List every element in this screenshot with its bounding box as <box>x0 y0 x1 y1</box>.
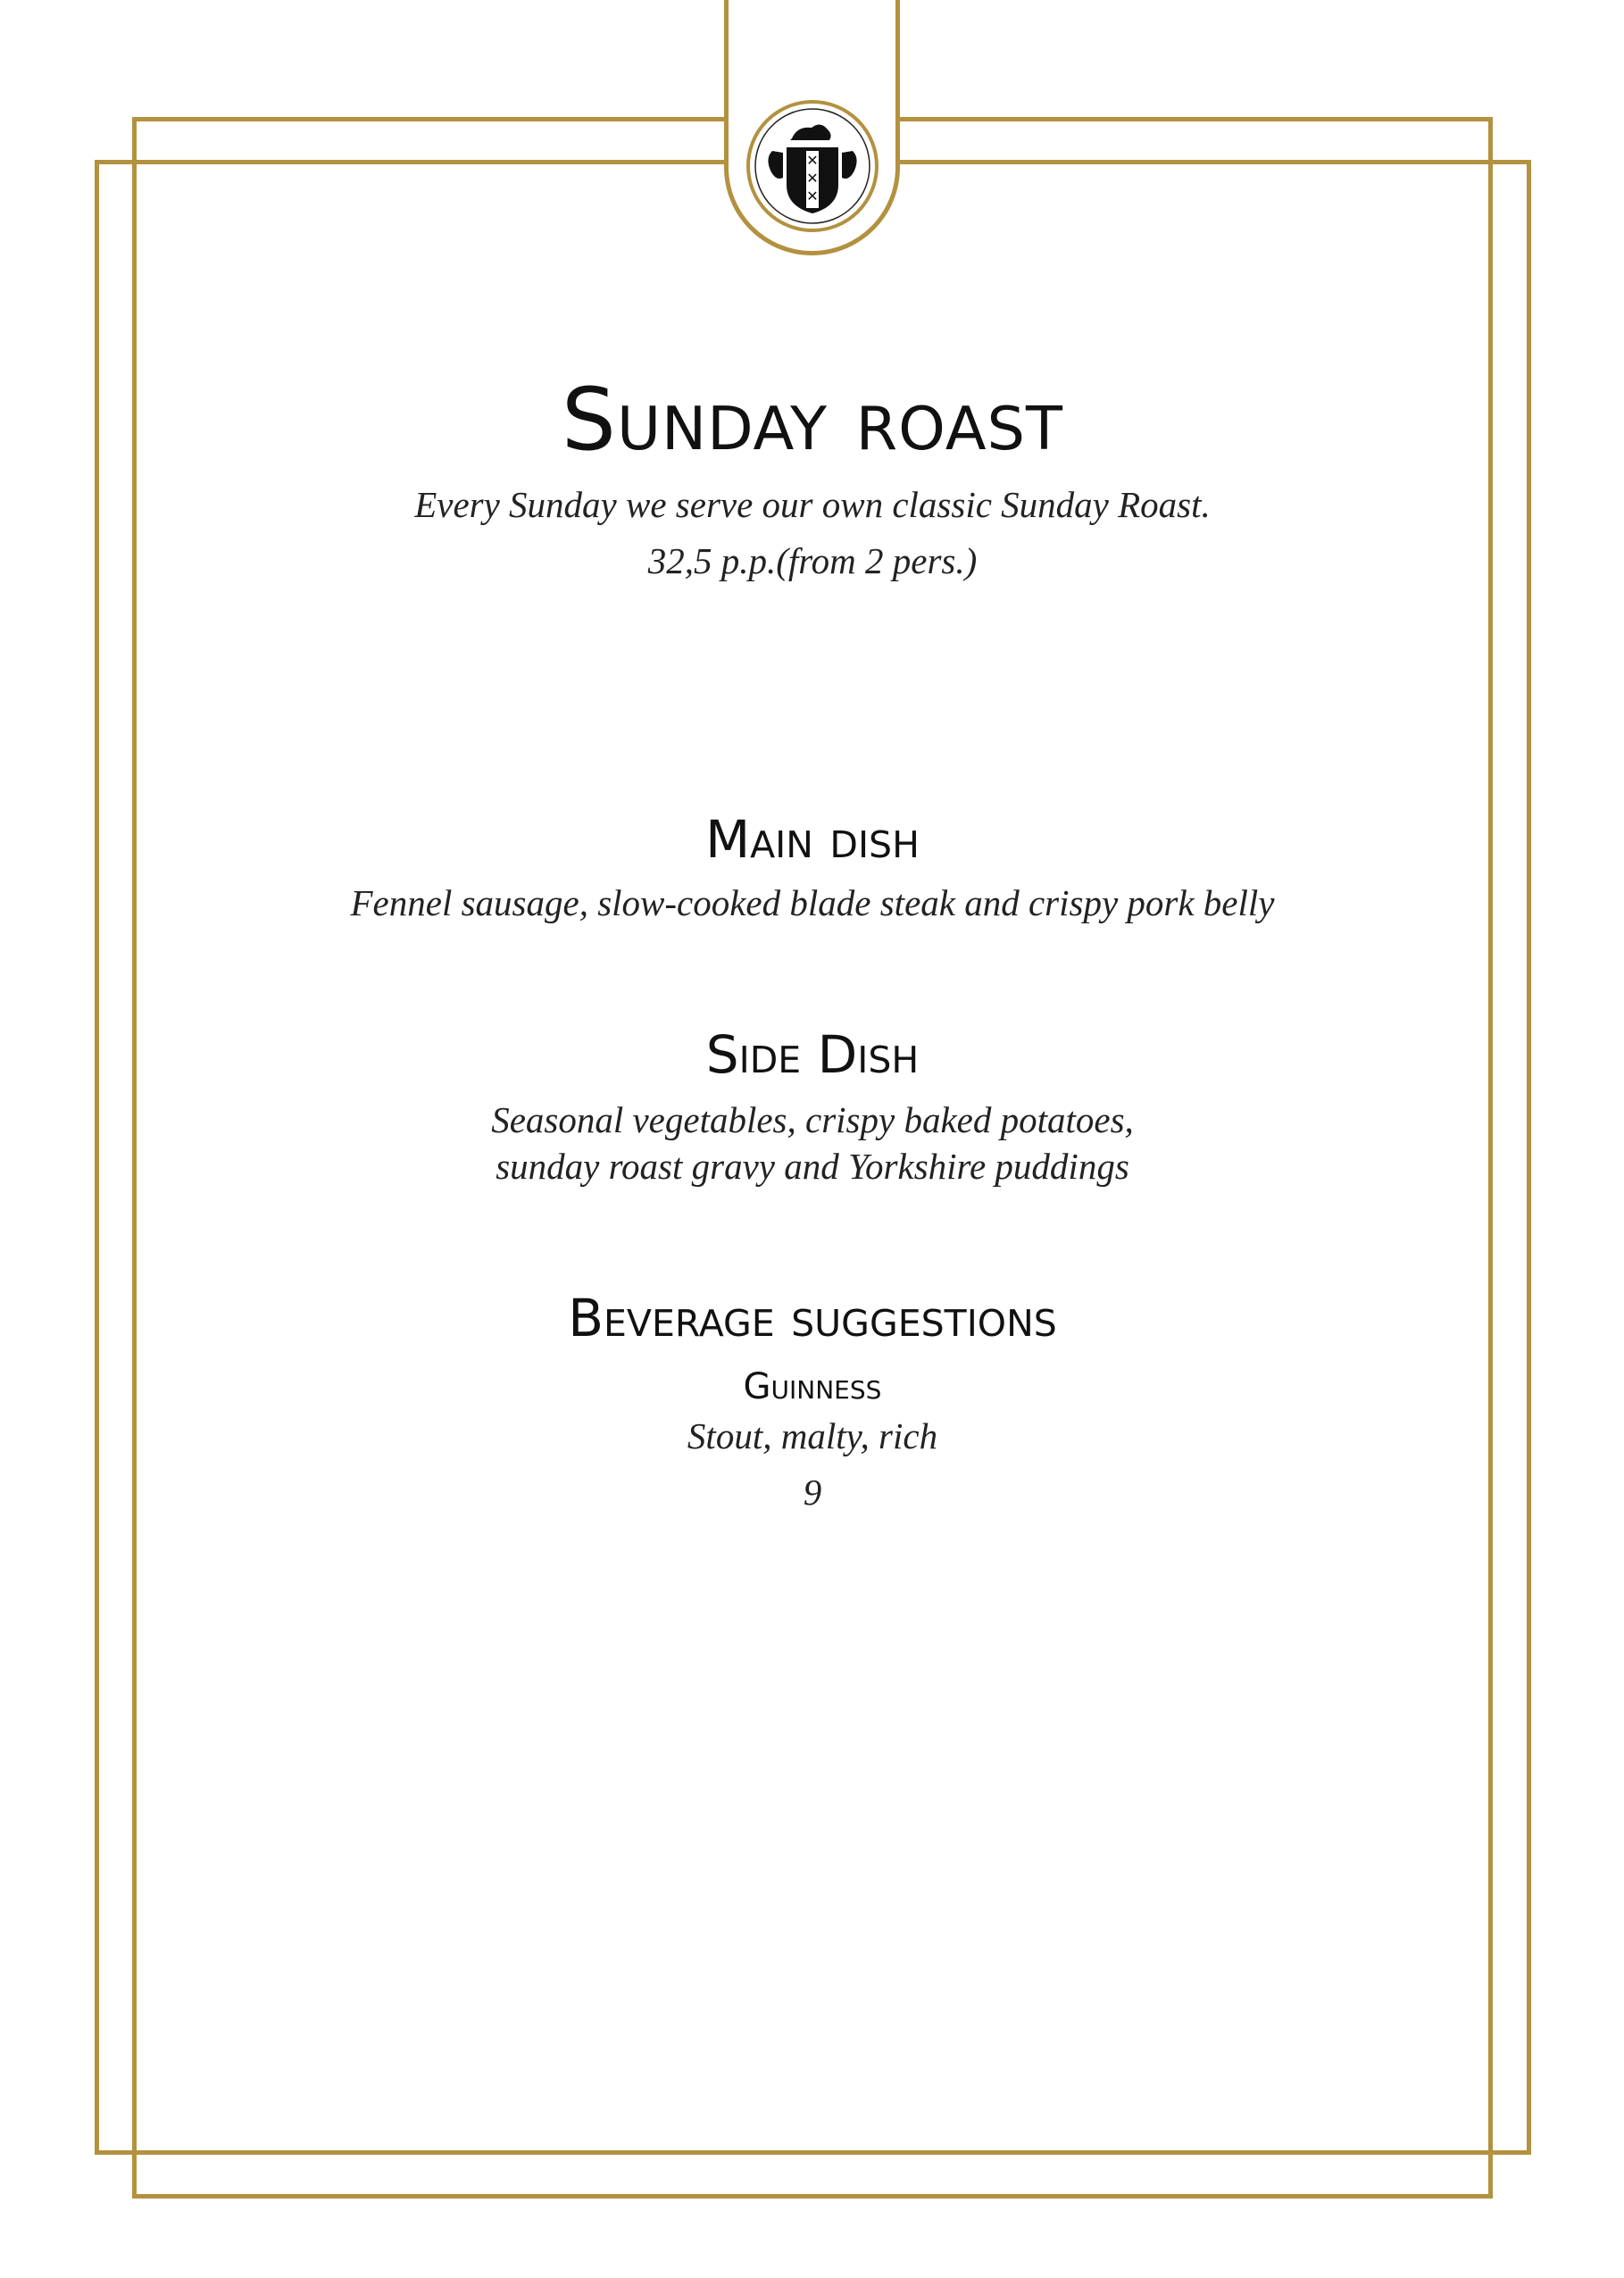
menu-price: 32,5 p.p.(from 2 pers.) <box>647 540 978 581</box>
side-dish-heading: Side Dish <box>705 1024 920 1085</box>
menu-title: Sunday roast <box>562 370 1063 470</box>
svg-text:✕: ✕ <box>806 152 819 169</box>
side-dish-description-line-1: Seasonal vegetables, crispy baked potatoes, <box>491 1099 1134 1140</box>
svg-text:✕: ✕ <box>806 188 819 204</box>
amsterdam-crest-logo-icon <box>745 99 879 233</box>
side-dish-description-line-2: sunday roast gravy and Yorkshire puddings <box>496 1146 1129 1187</box>
main-dish-description: Fennel sausage, slow-cooked blade steak and crispy pork belly <box>350 882 1275 923</box>
main-dish-heading: Main dish <box>705 809 920 870</box>
beverage-heading: Beverage suggestions <box>568 1288 1057 1348</box>
beverage-name: Guinness <box>743 1366 882 1407</box>
svg-text:✕: ✕ <box>806 170 819 187</box>
beverage-description: Stout, malty, rich <box>687 1415 938 1456</box>
beverage-price: 9 <box>803 1472 822 1513</box>
menu-intro: Every Sunday we serve our own classic Sunday Roast. <box>414 484 1211 525</box>
